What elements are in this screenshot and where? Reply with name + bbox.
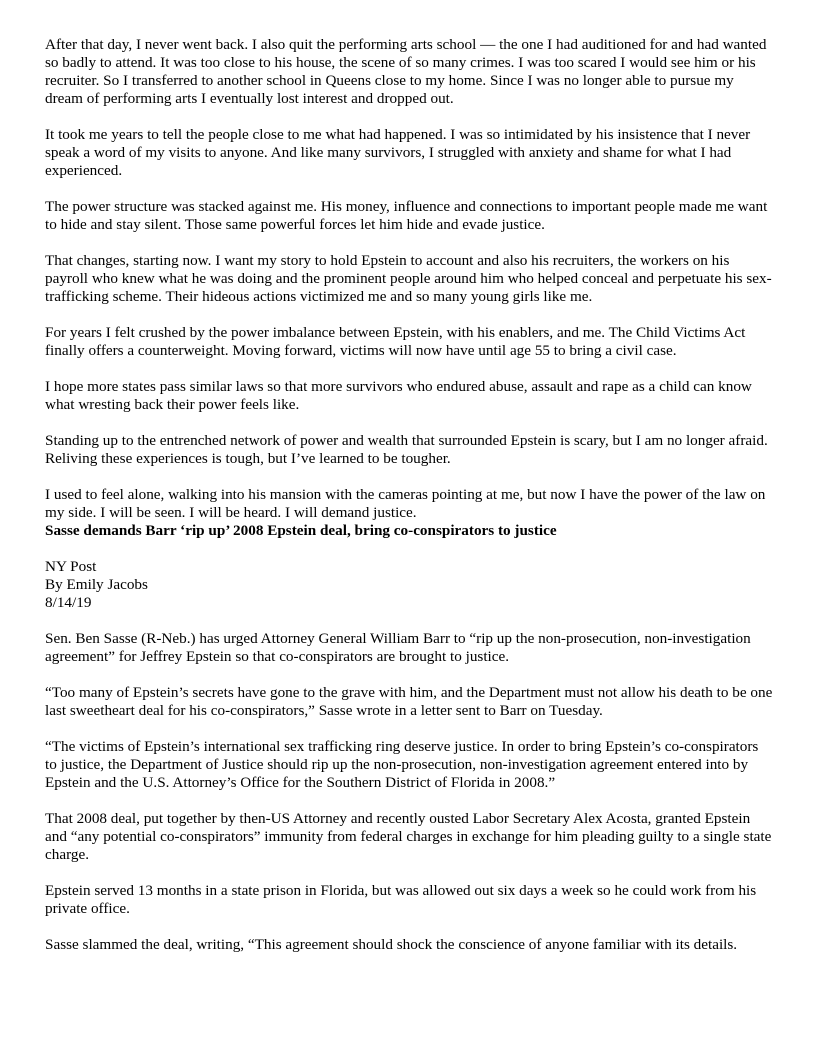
- letter-paragraph-7: Standing up to the entrenched network of power and wealth that surrounded Epstein is scary, but I am no longer afraid. Reliving these experiences is tough, but I’ve learned to be tougher.: [45, 432, 768, 467]
- letter-paragraph-4: That changes, starting now. I want my story to hold Epstein to account and also his recruiters, the workers on his payroll who knew what he was doing and the prominent people around him who helped conceal and perpetuate his sex-trafficking scheme. Their hideous actions victimized me and so many young girls like me.: [45, 252, 772, 305]
- letter-paragraph-3: The power structure was stacked against me. His money, influence and connections to important people made me want to hide and stay silent. Those same powerful forces let him hide and evade justice.: [45, 198, 768, 233]
- article-paragraph-1: Sen. Ben Sasse (R-Neb.) has urged Attorney General William Barr to “rip up the non-prosecution, non-investigation agreement” for Jeffrey Epstein so that co-conspirators are brought to justice.: [45, 630, 751, 665]
- article-byline: By Emily Jacobs: [45, 576, 148, 593]
- article-source: NY Post: [45, 558, 97, 575]
- article-paragraph-3: “The victims of Epstein’s international sex trafficking ring deserve justice. In order to bring Epstein’s co-conspirators to justice, the Department of Justice should rip up the non-prosecution, non-investigation agreement entered into by Epstein and the U.S. Attorney’s Office for the Southern District of Florida in 2008.”: [45, 738, 759, 791]
- article-meta: [45, 558, 773, 612]
- letter-paragraph-8: I used to feel alone, walking into his mansion with the cameras pointing at me, but now I have the power of the law on my side. I will be seen. I will be heard. I will demand justice.: [45, 486, 766, 521]
- letter-paragraph-6: I hope more states pass similar laws so that more survivors who endured abuse, assault and rape as a child can know what wresting back their power feels like.: [45, 378, 752, 413]
- article-paragraph-2: “Too many of Epstein’s secrets have gone to the grave with him, and the Department must not allow his death to be one last sweetheart deal for his co-conspirators,” Sasse wrote in a letter sent to Barr on Tuesday.: [45, 684, 773, 719]
- article-date: 8/14/19: [45, 594, 92, 611]
- letter-paragraph-5: For years I felt crushed by the power imbalance between Epstein, with his enablers, and me. The Child Victims Act finally offers a counterweight. Moving forward, victims will now have until age 55 to bring a civil case.: [45, 324, 746, 359]
- article-paragraph-4: That 2008 deal, put together by then-US Attorney and recently ousted Labor Secretary Alex Acosta, granted Epstein and “any potential co-conspirators” immunity from federal charges in exchange for him pleading guilty to a single state charge.: [45, 810, 772, 863]
- article-paragraph-6: Sasse slammed the deal, writing, “This agreement should shock the conscience of anyone familiar with its details.: [45, 936, 738, 953]
- letter-paragraph-2: It took me years to tell the people close to me what had happened. I was so intimidated by his insistence that I never speak a word of my visits to anyone. And like many survivors, I struggled with anxiety and shame for what I had experienced.: [45, 126, 751, 179]
- article-headline: Sasse demands Barr ‘rip up’ 2008 Epstein deal, bring co-conspirators to justice: [45, 522, 557, 539]
- article-paragraph-5: Epstein served 13 months in a state prison in Florida, but was allowed out six days a week so he could work from his private office.: [45, 882, 757, 917]
- letter-paragraph-1: After that day, I never went back. I also quit the performing arts school — the one I had auditioned for and had wanted so badly to attend. It was too close to his house, the scene of so many crimes. I was too scared I would see him or his recruiter. So I transferred to another school in Queens close to my home. Since I was no longer able to pursue my dream of performing arts I eventually lost interest and dropped out.: [45, 36, 767, 107]
- document-page: [45, 36, 773, 954]
